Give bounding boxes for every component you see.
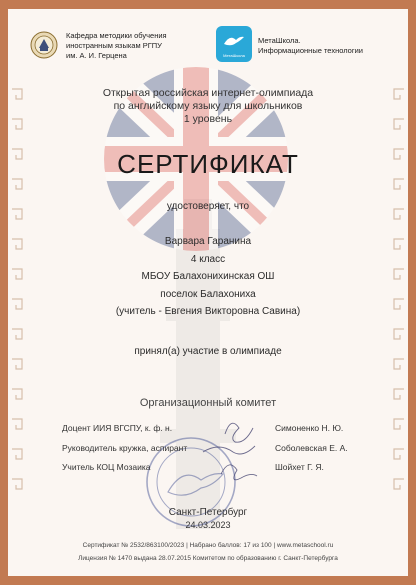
member-1-name: Симоненко Н. Ю.	[275, 423, 344, 433]
header-left-line-2: иностранным языкам РГПУ	[66, 41, 162, 50]
recipient-school: МБОУ Балахонихинская ОШ	[141, 271, 275, 282]
recipient-village: поселок Балахониха	[160, 288, 256, 300]
recipient-grade: 4 класс	[190, 253, 226, 265]
metaschool-text	[258, 36, 363, 56]
olympiad-level: 1 уровень	[183, 113, 233, 125]
issue-date: 24.03.2023	[185, 520, 231, 530]
olympiad-title	[8, 87, 408, 126]
recipient-teacher: (учитель - Евгения Викторовна Савина)	[115, 306, 301, 317]
recipient-name: Варвара Гаранина	[164, 236, 252, 247]
olympiad-line-2: по английскому языку для школьников	[113, 100, 303, 112]
metaschool-logo	[216, 26, 252, 62]
member-1-role: Доцент ИИЯ ВГСПУ, к. ф. н.	[62, 423, 173, 433]
olympiad-line-1: Открытая российская интернет-олимпиада	[102, 87, 314, 99]
member-3-name: Шойхет Г. Я.	[275, 462, 324, 472]
header-left-line-3: им. А. И. Герцена	[66, 51, 127, 60]
certifies-text: удостоверяет, что	[166, 201, 250, 212]
footer-license-info: Лицензия № 1470 выдана 28.07.2015 Комитетом по образованию г. Санкт-Петербурга	[78, 555, 338, 562]
metaschool-logo-text: МетаШкола	[223, 53, 245, 58]
city: Санкт-Петербург	[168, 507, 248, 518]
member-3-role: Учитель КОЦ Мозаика	[62, 462, 151, 472]
member-2-role: Руководитель кружка, аспирант	[62, 443, 188, 453]
certificate-sheet	[8, 9, 408, 576]
header-left-line-1: Кафедра методики обучения	[66, 31, 167, 40]
member-2-name: Соболевская Е. А.	[275, 443, 348, 453]
header-right-line-2: Информационные технологии	[258, 46, 363, 55]
committee-title: Организационный комитет	[139, 397, 277, 409]
header-right-line-1: МетаШкола.	[258, 36, 301, 45]
herzen-university-emblem-icon	[30, 31, 58, 59]
footer-certificate-info: Сертификат № 2532/863100/2023 | Набрано баллов: 17 из 100 | www.metaschool.ru	[82, 542, 334, 549]
recipient-block	[8, 233, 408, 321]
participation-text: принял(а) участие в олимпиаде	[134, 346, 282, 357]
certificate-title: СЕРТИФИКАТ	[117, 149, 299, 179]
metaschool-bird-icon	[222, 32, 246, 50]
herzen-department-text	[66, 31, 167, 61]
